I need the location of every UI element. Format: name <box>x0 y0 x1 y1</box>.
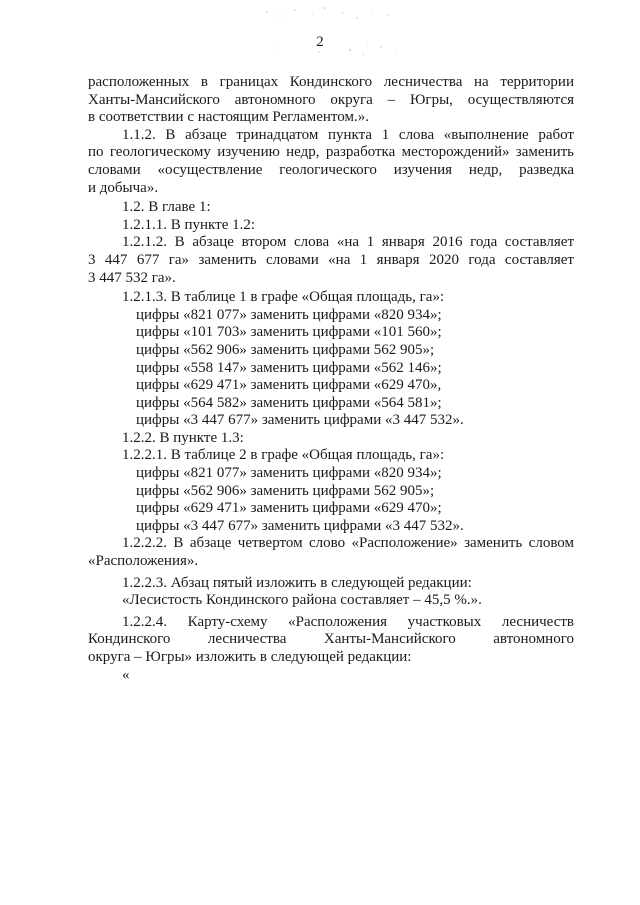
text-line: округа – Югры» изложить в следующей редакции: <box>88 649 412 665</box>
item-1-2-2-2: 1.2.2.2. В абзаце четвертом слово «Расположение» заменить словом <box>122 535 574 552</box>
text-line: в соответствии с настоящим Регламентом.». <box>88 109 369 126</box>
text-line: Кондинского лесничества Ханты-Мансийского автономного <box>88 631 574 648</box>
page-number: 2 <box>316 34 324 50</box>
item-1-2-2-4: 1.2.2.4. Карту-схему «Расположения участковых лесничеств <box>122 613 574 630</box>
replacement-line: цифры «821 077» заменить цифрами «820 934»; <box>136 465 442 482</box>
item-1-2-1-1: 1.2.1.1. В пункте 1.2: <box>122 216 256 233</box>
text-line: Ханты-Мансийского автономного округа – Югры, осуществляются <box>88 91 574 108</box>
replacement-line: цифры «821 077» заменить цифрами «820 934»; <box>136 306 442 323</box>
scan-artifact-speckle <box>255 4 405 62</box>
replacement-line: цифры «629 471» заменить цифрами «629 470»; <box>136 500 442 517</box>
text-line: расположенных в границах Кондинского лесничества на территории <box>88 74 574 90</box>
text-line: по геологическому изучению недр, разработка месторождений» заменить <box>88 144 574 161</box>
replacement-line: цифры «3 447 677» заменить цифрами «3 447 532». <box>136 517 464 534</box>
item-1-2-1-3: 1.2.1.3. В таблице 1 в графе «Общая площадь, га»: <box>122 289 445 306</box>
item-1-2-2-3: 1.2.2.3. Абзац пятый изложить в следующей редакции: <box>122 574 472 591</box>
text-line: и добыча». <box>88 179 159 196</box>
paragraph-1-1-2: 1.1.2. В абзаце тринадцатом пункта 1 слова «выполнение работ <box>122 126 574 143</box>
replacement-line: цифры «101 703» заменить цифрами «101 560»; <box>136 324 442 341</box>
text-line: словами «осуществление геологического изучения недр, разведка <box>88 161 574 178</box>
text-line: «Расположения». <box>88 553 199 570</box>
text-line: 3 447 532 га». <box>88 269 176 286</box>
replacement-line: цифры «562 906» заменить цифрами 562 905»; <box>136 341 435 358</box>
text-line: 3 447 677 га» заменить словами «на 1 января 2020 года составляет <box>88 251 574 268</box>
heading-1-2: 1.2. В главе 1: <box>122 199 211 216</box>
replacement-line: цифры «3 447 677» заменить цифрами «3 447 532». <box>136 412 464 429</box>
replacement-line: цифры «562 906» заменить цифрами 562 905»; <box>136 482 435 499</box>
replacement-line: цифры «558 147» заменить цифрами «562 146»; <box>136 359 442 376</box>
quoted-text-line: «Лесистость Кондинского района составляет – 45,5 %.». <box>122 592 482 609</box>
replacement-line: цифры «629 471» заменить цифрами «629 470», <box>136 377 442 394</box>
document-body <box>88 74 574 684</box>
replacement-line: цифры «564 582» заменить цифрами «564 581»; <box>136 394 442 411</box>
item-1-2-2: 1.2.2. В пункте 1.3: <box>122 429 244 446</box>
item-1-2-1-2: 1.2.1.2. В абзаце втором слова «на 1 января 2016 года составляет <box>122 234 574 251</box>
opening-quote-mark: « <box>122 666 130 683</box>
item-1-2-2-1: 1.2.2.1. В таблице 2 в графе «Общая площадь, га»: <box>122 447 445 464</box>
